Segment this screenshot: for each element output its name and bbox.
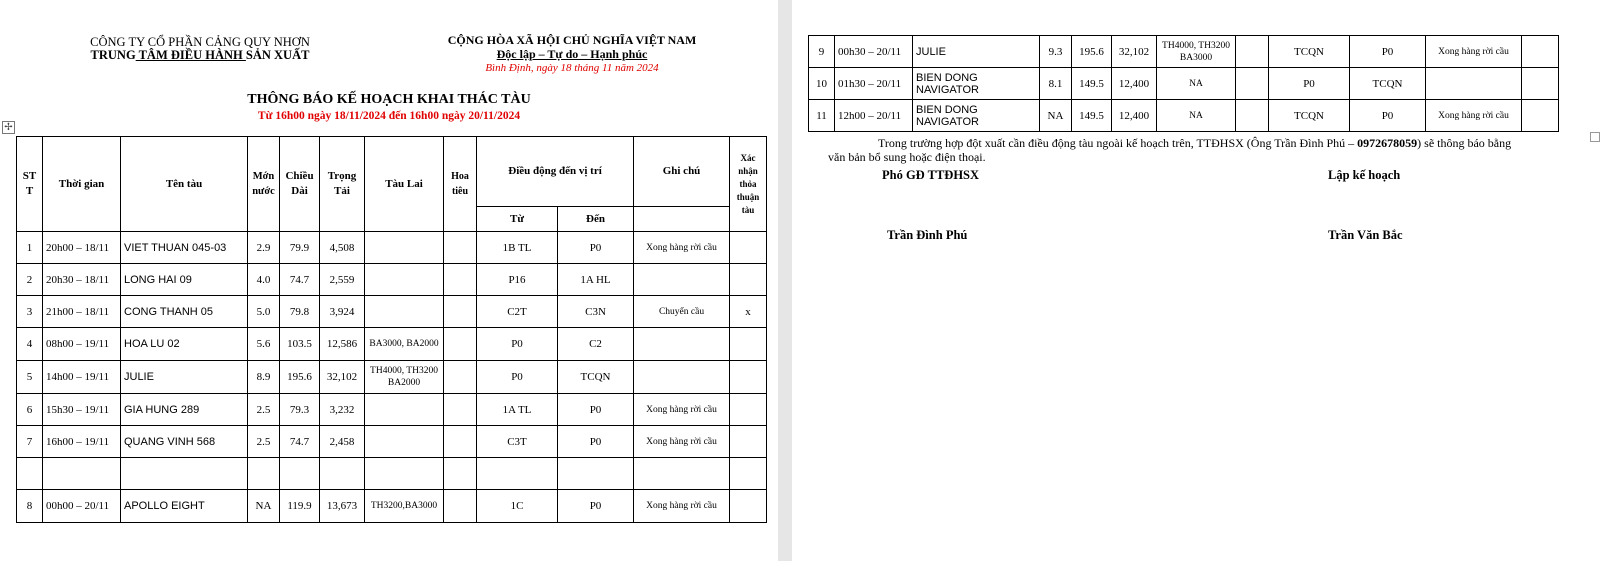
motto bbox=[400, 47, 744, 61]
row-time: 15h30 – 19/11 bbox=[43, 394, 121, 426]
row-ship-name: CONG THANH 05 bbox=[121, 296, 248, 328]
row-draft: 9.3 bbox=[1040, 36, 1072, 68]
row-tug bbox=[365, 394, 444, 426]
row-from: 1B TL bbox=[477, 232, 558, 264]
footer-note-line-2: văn bản bổ sung hoặc điện thoại. bbox=[828, 150, 986, 164]
row-pilot bbox=[444, 426, 477, 458]
department-suffix: SẢN XUẤT bbox=[245, 48, 310, 62]
row-tug bbox=[365, 426, 444, 458]
row-ship-name: JULIE bbox=[913, 36, 1040, 68]
row-draft: 5.0 bbox=[248, 296, 280, 328]
row-tug: TH4000, TH3200 BA3000 bbox=[1157, 36, 1236, 68]
department-prefix: TRUNG bbox=[90, 48, 136, 62]
header-note-blank bbox=[634, 207, 730, 232]
row-to: C2 bbox=[558, 328, 634, 361]
table-resize-handle-icon[interactable] bbox=[1590, 132, 1600, 142]
row-tonnage: 3,924 bbox=[320, 296, 365, 328]
row-length: 195.6 bbox=[1072, 36, 1112, 68]
row-length: 195.6 bbox=[280, 361, 320, 394]
row-tug: TH3200,BA3000 bbox=[365, 490, 444, 523]
row-tonnage bbox=[320, 458, 365, 490]
row-stt: 2 bbox=[17, 264, 43, 296]
header-tonnage: Trọng Tải bbox=[320, 137, 365, 232]
schedule-table-page-2 bbox=[808, 35, 1559, 132]
row-pilot bbox=[444, 232, 477, 264]
header-ship: Tên tàu bbox=[121, 137, 248, 232]
row-to: P0 bbox=[1350, 36, 1426, 68]
row-tonnage: 3,232 bbox=[320, 394, 365, 426]
table-row bbox=[809, 68, 1559, 100]
row-pilot bbox=[444, 296, 477, 328]
row-stt: 11 bbox=[809, 100, 835, 132]
row-from: P0 bbox=[477, 328, 558, 361]
row-to: P0 bbox=[558, 490, 634, 523]
row-to: P0 bbox=[558, 426, 634, 458]
row-confirm bbox=[730, 458, 767, 490]
row-confirm bbox=[730, 394, 767, 426]
document-page-1 bbox=[0, 0, 778, 561]
row-draft: 2.9 bbox=[248, 232, 280, 264]
row-time: 00h30 – 20/11 bbox=[835, 36, 913, 68]
table-row bbox=[809, 100, 1559, 132]
row-confirm bbox=[1522, 68, 1559, 100]
row-note bbox=[634, 458, 730, 490]
row-length: 74.7 bbox=[280, 426, 320, 458]
row-tonnage: 4,508 bbox=[320, 232, 365, 264]
row-pilot bbox=[444, 458, 477, 490]
header-length: Chiều Dài bbox=[280, 137, 320, 232]
row-draft: NA bbox=[1040, 100, 1072, 132]
row-pilot bbox=[1236, 100, 1269, 132]
row-note bbox=[634, 361, 730, 394]
row-ship-name: QUANG VINH 568 bbox=[121, 426, 248, 458]
row-tonnage: 32,102 bbox=[1112, 36, 1157, 68]
row-pilot bbox=[444, 490, 477, 523]
row-note bbox=[1426, 68, 1522, 100]
row-ship-name: HOA LU 02 bbox=[121, 328, 248, 361]
row-time: 12h00 – 20/11 bbox=[835, 100, 913, 132]
table-header-row bbox=[17, 137, 767, 207]
header-tug: Tàu Lai bbox=[365, 137, 444, 232]
row-length: 103.5 bbox=[280, 328, 320, 361]
row-confirm bbox=[730, 361, 767, 394]
footer-phone: 0972678059 bbox=[1357, 136, 1418, 150]
row-tonnage: 2,559 bbox=[320, 264, 365, 296]
row-time: 08h00 – 19/11 bbox=[43, 328, 121, 361]
row-ship-name: VIET THUAN 045-03 bbox=[121, 232, 248, 264]
row-time: 21h00 – 18/11 bbox=[43, 296, 121, 328]
row-pilot bbox=[1236, 68, 1269, 100]
row-stt: 10 bbox=[809, 68, 835, 100]
table-move-handle-icon[interactable]: ✢ bbox=[2, 121, 15, 134]
row-stt: 3 bbox=[17, 296, 43, 328]
row-length: 149.5 bbox=[1072, 100, 1112, 132]
row-stt: 8 bbox=[17, 490, 43, 523]
row-stt: 7 bbox=[17, 426, 43, 458]
header-time: Thời gian bbox=[43, 137, 121, 232]
row-time: 00h00 – 20/11 bbox=[43, 490, 121, 523]
row-to: 1A HL bbox=[558, 264, 634, 296]
row-pilot bbox=[1236, 36, 1269, 68]
header-stt: ST T bbox=[17, 137, 43, 232]
row-note: Xong hàng rời cầu bbox=[634, 394, 730, 426]
row-note: Xong hàng rời cầu bbox=[634, 232, 730, 264]
row-time: 14h00 – 19/11 bbox=[43, 361, 121, 394]
place-date: Bình Định, ngày 18 tháng 11 năm 2024 bbox=[485, 62, 659, 74]
row-ship-name: LONG HAI 09 bbox=[121, 264, 248, 296]
notice-title: THÔNG BÁO KẾ HOẠCH KHAI THÁC TÀU bbox=[247, 92, 531, 107]
table-row bbox=[17, 426, 767, 458]
notice-period: Từ 16h00 ngày 18/11/2024 đến 16h00 ngày 20/11/2024 bbox=[257, 110, 521, 122]
row-tug bbox=[365, 458, 444, 490]
row-confirm bbox=[1522, 100, 1559, 132]
row-confirm: x bbox=[730, 296, 767, 328]
row-pilot bbox=[444, 361, 477, 394]
row-confirm bbox=[730, 426, 767, 458]
row-confirm bbox=[730, 232, 767, 264]
table-row bbox=[809, 36, 1559, 68]
row-confirm bbox=[730, 328, 767, 361]
row-stt bbox=[17, 458, 43, 490]
table-row bbox=[17, 232, 767, 264]
row-tonnage: 2,458 bbox=[320, 426, 365, 458]
footer-note-line-1 bbox=[878, 136, 1511, 151]
row-stt: 6 bbox=[17, 394, 43, 426]
row-tonnage: 12,586 bbox=[320, 328, 365, 361]
row-length: 79.3 bbox=[280, 394, 320, 426]
footer-note-before: Trong trường hợp đột xuất cần điều động tàu ngoài kế hoạch trên, TTĐHSX (Ông Trần Đình Phú – bbox=[878, 136, 1358, 150]
row-to: TCQN bbox=[558, 361, 634, 394]
row-from: TCQN bbox=[1269, 36, 1350, 68]
row-tonnage: 13,673 bbox=[320, 490, 365, 523]
row-from: TCQN bbox=[1269, 100, 1350, 132]
row-stt: 1 bbox=[17, 232, 43, 264]
row-stt: 4 bbox=[17, 328, 43, 361]
row-pilot bbox=[444, 328, 477, 361]
row-from: P0 bbox=[477, 361, 558, 394]
header-pilot: Hoa tiêu bbox=[444, 137, 477, 232]
row-time: 01h30 – 20/11 bbox=[835, 68, 913, 100]
header-to: Đến bbox=[558, 207, 634, 232]
row-ship-name bbox=[121, 458, 248, 490]
row-from: 1A TL bbox=[477, 394, 558, 426]
signer-right-name: Trần Văn Bắc bbox=[1328, 228, 1403, 242]
table-row bbox=[17, 296, 767, 328]
row-length: 149.5 bbox=[1072, 68, 1112, 100]
row-note bbox=[634, 264, 730, 296]
row-length: 79.8 bbox=[280, 296, 320, 328]
row-to: C3N bbox=[558, 296, 634, 328]
row-note: Xong hàng rời cầu bbox=[1426, 100, 1522, 132]
row-tonnage: 32,102 bbox=[320, 361, 365, 394]
row-to: P0 bbox=[1350, 100, 1426, 132]
signer-left-title: Phó GĐ TTĐHSX bbox=[882, 168, 980, 182]
row-note: Xong hàng rời cầu bbox=[634, 426, 730, 458]
row-draft: 8.9 bbox=[248, 361, 280, 394]
header-note: Ghi chú bbox=[634, 137, 730, 207]
table-row bbox=[17, 490, 767, 523]
row-note bbox=[634, 328, 730, 361]
row-length: 74.7 bbox=[280, 264, 320, 296]
signer-right-title: Lập kế hoạch bbox=[1328, 168, 1401, 182]
row-pilot bbox=[444, 264, 477, 296]
table-row bbox=[17, 264, 767, 296]
department-name bbox=[0, 48, 400, 62]
row-from: C3T bbox=[477, 426, 558, 458]
header-from: Từ bbox=[477, 207, 558, 232]
department-underlined: TÂM ĐIỀU HÀNH bbox=[135, 48, 246, 62]
row-time: 16h00 – 19/11 bbox=[43, 426, 121, 458]
row-from bbox=[477, 458, 558, 490]
document-page-2 bbox=[792, 0, 1600, 561]
row-ship-name: APOLLO EIGHT bbox=[121, 490, 248, 523]
row-draft: 8.1 bbox=[1040, 68, 1072, 100]
row-tonnage: 12,400 bbox=[1112, 100, 1157, 132]
row-from: P0 bbox=[1269, 68, 1350, 100]
row-stt: 9 bbox=[809, 36, 835, 68]
row-tug bbox=[365, 232, 444, 264]
header-move: Điều động đến vị trí bbox=[477, 137, 634, 207]
row-ship-name: BIEN DONG NAVIGATOR bbox=[913, 68, 1040, 100]
row-length: 79.9 bbox=[280, 232, 320, 264]
row-from: C2T bbox=[477, 296, 558, 328]
company-name: CÔNG TY CỔ PHẦN CẢNG QUY NHƠN bbox=[90, 35, 310, 49]
table-row bbox=[17, 328, 767, 361]
row-time: 20h30 – 18/11 bbox=[43, 264, 121, 296]
header-draft: Mớn nước bbox=[248, 137, 280, 232]
row-stt: 5 bbox=[17, 361, 43, 394]
row-draft: NA bbox=[248, 490, 280, 523]
row-note: Xong hàng rời cầu bbox=[1426, 36, 1522, 68]
row-to bbox=[558, 458, 634, 490]
row-confirm bbox=[730, 264, 767, 296]
row-ship-name: JULIE bbox=[121, 361, 248, 394]
row-confirm bbox=[1522, 36, 1559, 68]
row-tug bbox=[365, 264, 444, 296]
row-note: Chuyển cầu bbox=[634, 296, 730, 328]
row-tug: NA bbox=[1157, 68, 1236, 100]
row-draft: 2.5 bbox=[248, 426, 280, 458]
header-confirm: Xác nhận thỏa thuận tàu bbox=[730, 137, 767, 232]
row-to: TCQN bbox=[1350, 68, 1426, 100]
row-length: 119.9 bbox=[280, 490, 320, 523]
row-draft: 5.6 bbox=[248, 328, 280, 361]
row-pilot bbox=[444, 394, 477, 426]
footer-note-after: ) sẽ thông báo bằng bbox=[1417, 136, 1512, 150]
motto-text: Độc lập – Tự do – Hạnh phúc bbox=[496, 47, 648, 61]
row-confirm bbox=[730, 490, 767, 523]
row-tug: NA bbox=[1157, 100, 1236, 132]
schedule-table-page-1 bbox=[16, 136, 767, 523]
signer-left-name: Trần Đình Phú bbox=[887, 228, 968, 242]
row-length bbox=[280, 458, 320, 490]
row-time bbox=[43, 458, 121, 490]
row-tug bbox=[365, 296, 444, 328]
nation-title: CỘNG HÒA XÃ HỘI CHỦ NGHĨA VIỆT NAM bbox=[447, 33, 697, 47]
row-note: Xong hàng rời cầu bbox=[634, 490, 730, 523]
row-to: P0 bbox=[558, 232, 634, 264]
row-to: P0 bbox=[558, 394, 634, 426]
table-row bbox=[17, 361, 767, 394]
row-tonnage: 12,400 bbox=[1112, 68, 1157, 100]
row-ship-name: GIA HUNG 289 bbox=[121, 394, 248, 426]
table-row bbox=[17, 394, 767, 426]
row-draft: 4.0 bbox=[248, 264, 280, 296]
row-tug: BA3000, BA2000 bbox=[365, 328, 444, 361]
table-row bbox=[17, 458, 767, 490]
row-ship-name: BIEN DONG NAVIGATOR bbox=[913, 100, 1040, 132]
row-draft: 2.5 bbox=[248, 394, 280, 426]
row-tug: TH4000, TH3200 BA2000 bbox=[365, 361, 444, 394]
row-time: 20h00 – 18/11 bbox=[43, 232, 121, 264]
row-from: 1C bbox=[477, 490, 558, 523]
row-draft bbox=[248, 458, 280, 490]
row-from: P16 bbox=[477, 264, 558, 296]
